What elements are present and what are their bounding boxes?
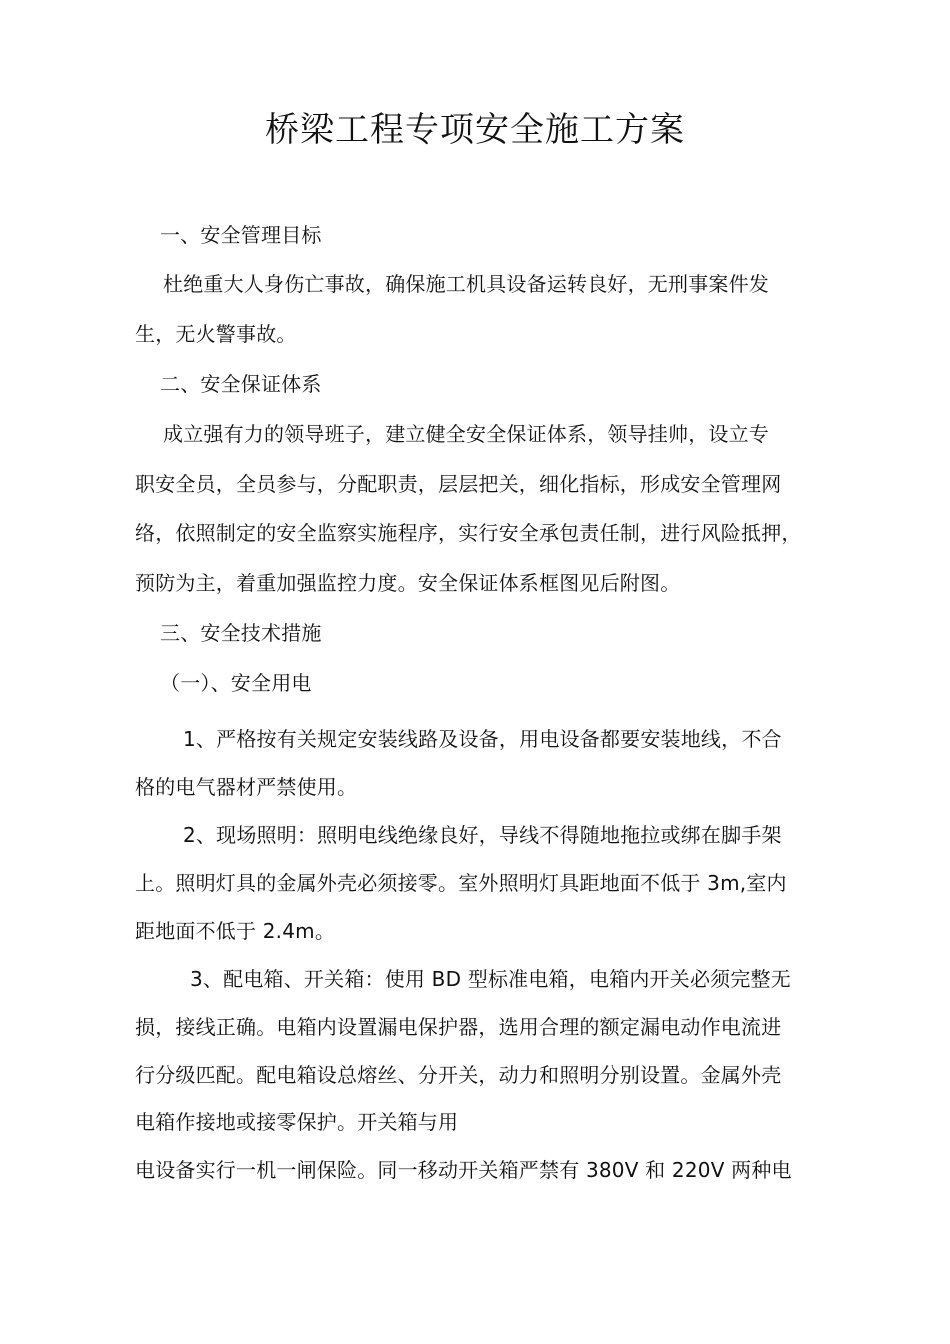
paragraph-line: 损，接线正确。电箱内设置漏电保护器，选用合理的额定漏电动作电流进 (135, 1015, 782, 1039)
paragraph-line: 格的电气器材严禁使用。 (135, 775, 358, 799)
paragraph-line: 生，无火警事故。 (135, 322, 297, 346)
paragraph-line: 电设备实行一机一闸保险。同一移动开关箱严禁有 380V 和 220V 两种电 (135, 1158, 792, 1182)
paragraph-line: 电箱作接地或接零保护。开关箱与用 (135, 1110, 459, 1134)
paragraph-line: 1、严格按有关规定安装线路及设备，用电设备都要安装地线，不合 (183, 727, 782, 751)
paragraph-line: 杜绝重大人身伤亡事故，确保施工机具设备运转良好，无刑事案件发 (163, 272, 769, 296)
paragraph-line: 络，依照制定的安全监察实施程序，实行安全承包责任制，进行风险抵押， (135, 521, 802, 545)
subsection-heading: （一）、安全用电 (160, 671, 312, 695)
paragraph-line: 上。照明灯具的金属外壳必须接零。室外照明灯具距地面不低于 3m,室内 (135, 871, 787, 895)
section-heading-2: 二、安全保证体系 (160, 372, 322, 396)
paragraph-line: 职安全员，全员参与，分配职责，层层把关，细化指标，形成安全管理网 (135, 472, 782, 496)
document-title: 桥梁工程专项安全施工方案 (265, 110, 685, 150)
section-heading-3: 三、安全技术措施 (160, 621, 322, 645)
section-heading-1: 一、安全管理目标 (160, 223, 322, 247)
paragraph-line: 3、配电箱、开关箱：使用 BD 型标准电箱，电箱内开关必须完整无 (190, 967, 791, 991)
paragraph-line: 成立强有力的领导班子，建立健全安全保证体系，领导挂帅，设立专 (163, 422, 769, 446)
paragraph-line: 预防为主，着重加强监控力度。安全保证体系框图见后附图。 (135, 571, 681, 595)
paragraph-line: 行分级匹配。配电箱设总熔丝、分开关，动力和照明分别设置。金属外壳 (135, 1063, 782, 1087)
paragraph-line: 2、现场照明：照明电线绝缘良好，导线不得随地拖拉或绑在脚手架 (183, 823, 782, 847)
paragraph-line: 距地面不低于 2.4m。 (135, 919, 336, 943)
